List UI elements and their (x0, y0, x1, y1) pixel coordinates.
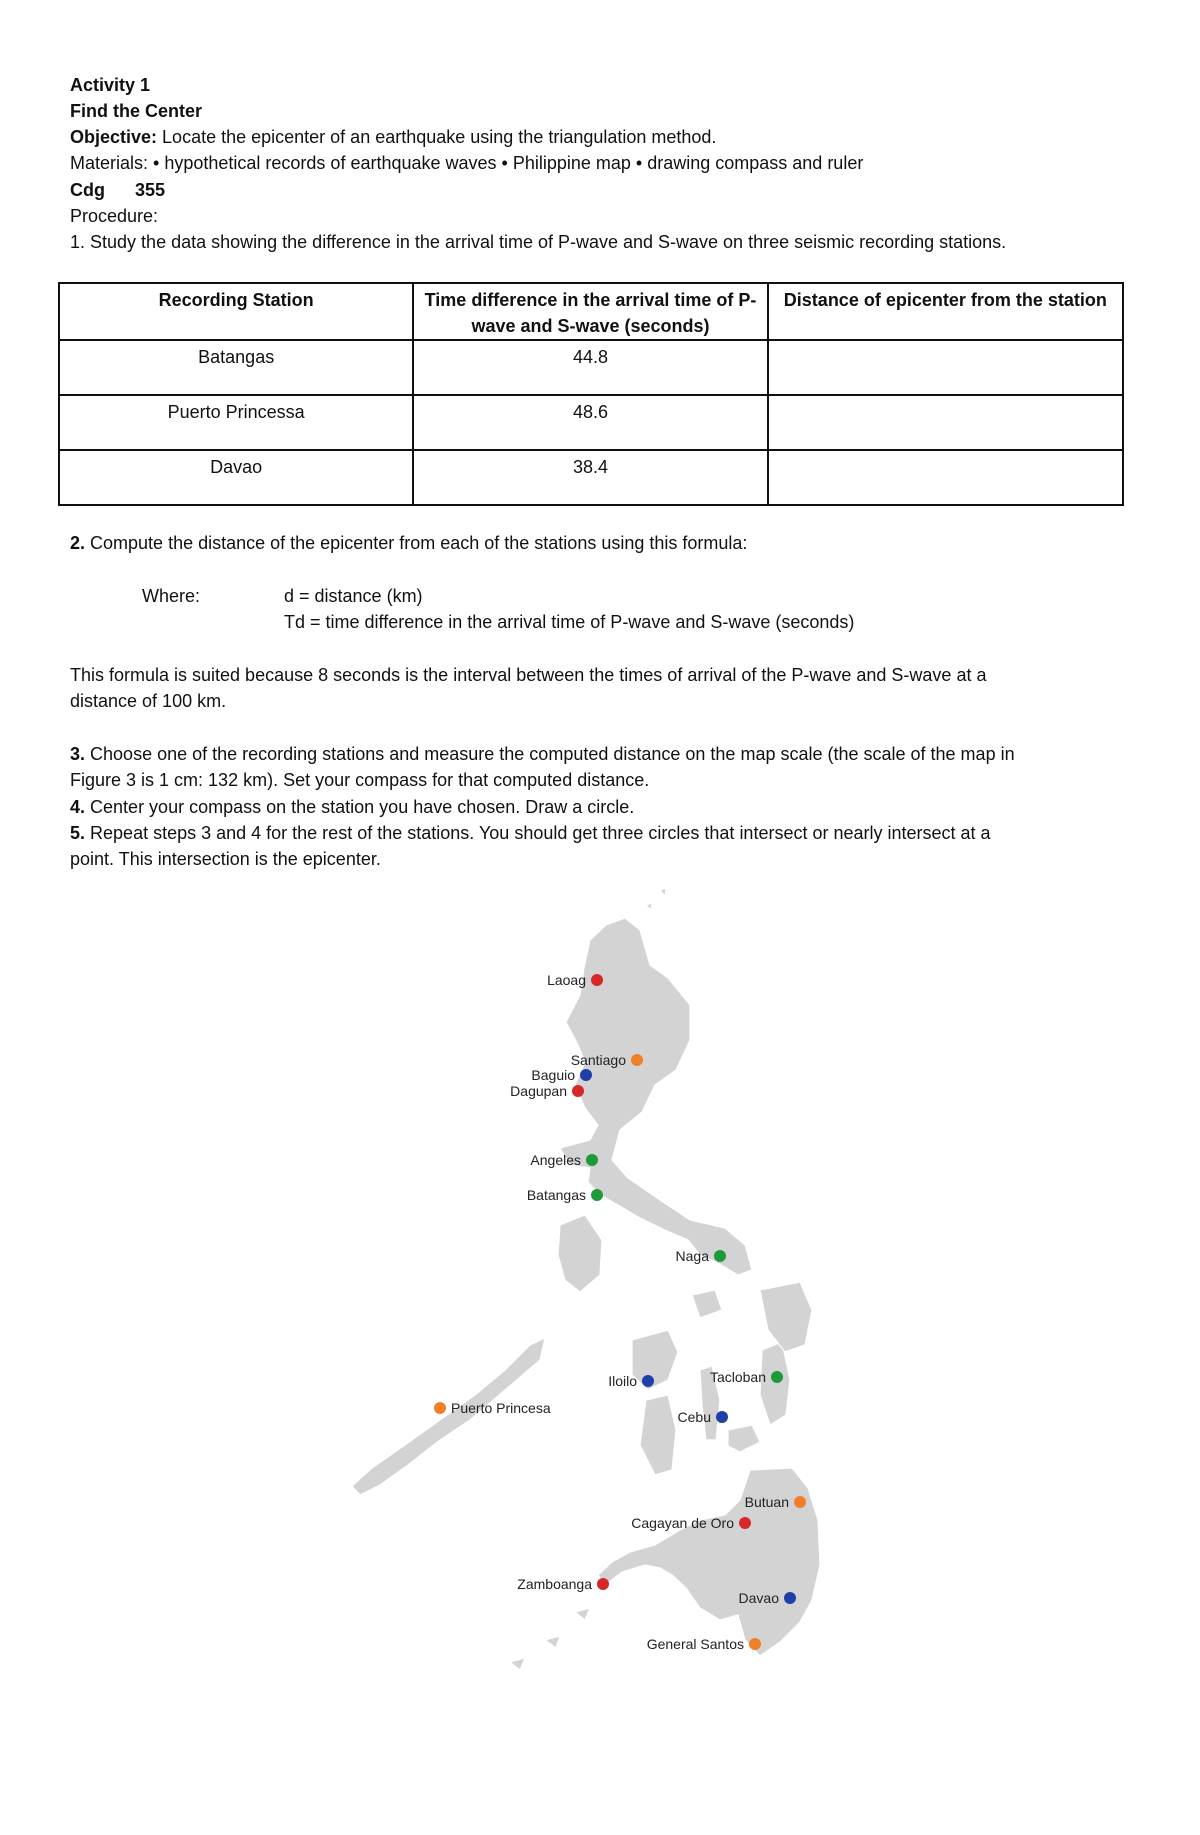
table-header: Time difference in the arrival time of P-wave and S-wave (seconds) (413, 283, 767, 340)
objective-text: Locate the epicenter of an earthquake using the triangulation method. (162, 127, 717, 147)
station-cell: Puerto Princessa (59, 395, 413, 450)
station-label: Puerto Princesa (451, 1400, 551, 1416)
station-label: Cagayan de Oro (631, 1515, 734, 1531)
station-label: Butuan (744, 1494, 789, 1510)
station-dot-puerto-princesa (434, 1402, 446, 1414)
station-dot-general-santos (749, 1638, 761, 1650)
station-label: Angeles (530, 1152, 581, 1168)
where-d: d = distance (km) (284, 586, 423, 606)
land-masses (352, 888, 820, 1670)
objective-line (70, 124, 716, 150)
materials-label: Materials: (70, 153, 149, 173)
station-label: Tacloban (709, 1369, 766, 1385)
station-dot-cagayan-de-oro (739, 1517, 751, 1529)
table-header: Recording Station (59, 283, 413, 340)
station-dot-butuan (794, 1496, 806, 1508)
step-3-cont: Figure 3 is 1 cm: 132 km). Set your compass for that computed distance. (70, 770, 650, 790)
table-header-row (59, 283, 1123, 340)
step-text: Choose one of the recording stations and measure the computed distance on the map scale (the scale of the map in (90, 744, 1015, 764)
negros-island (640, 1395, 676, 1475)
station-label: Cebu (677, 1409, 711, 1425)
time-cell: 48.6 (413, 395, 767, 450)
station-label: Zamboanga (517, 1576, 592, 1592)
step-number: 2. (70, 533, 86, 553)
recording-station-table (58, 282, 1124, 506)
station-dot-iloilo (642, 1375, 654, 1387)
station-label: Santiago (570, 1052, 626, 1068)
where-td: Td = time difference in the arrival time of P-wave and S-wave (seconds) (284, 612, 855, 632)
formula-note-line-1: This formula is suited because 8 seconds is the interval between the times of arrival of the P-wave and S-wave at a (70, 665, 987, 685)
station-dot-laoag (591, 974, 603, 986)
step-text: Repeat steps 3 and 4 for the rest of the stations. You should get three circles that intersect or nearly intersect at a (90, 823, 991, 843)
step-2 (70, 530, 747, 556)
station-dot-davao (784, 1592, 796, 1604)
panay-island (632, 1330, 678, 1390)
step-text: Center your compass on the station you have chosen. Draw a circle. (90, 797, 635, 817)
batanes-islands (646, 888, 666, 910)
distance-cell[interactable] (768, 340, 1123, 395)
step-text: Study the data showing the difference in the arrival time of P-wave and S-wave on three seismic recording stations. (90, 232, 1007, 252)
station-cell: Davao (59, 450, 413, 505)
time-cell: 44.8 (413, 340, 767, 395)
step-4 (70, 794, 634, 820)
step-number: 1. (70, 232, 86, 252)
step-1 (70, 229, 1006, 255)
step-number: 3. (70, 744, 86, 764)
station-label: General Santos (646, 1636, 744, 1652)
table-row (59, 450, 1123, 505)
samar-island (760, 1282, 812, 1352)
procedure-label: Procedure: (70, 206, 159, 226)
where-label: Where: (142, 586, 201, 606)
distance-cell[interactable] (768, 395, 1123, 450)
step-5-cont: point. This intersection is the epicenter. (70, 849, 381, 869)
station-label: Batangas (526, 1187, 586, 1203)
step-number: 4. (70, 797, 86, 817)
materials-line (70, 150, 863, 176)
table-row (59, 340, 1123, 395)
step-number: 5. (70, 823, 86, 843)
table-row (59, 395, 1123, 450)
station-label: Baguio (531, 1067, 575, 1083)
station-dot-cebu (716, 1411, 728, 1423)
station-label: Iloilo (608, 1373, 637, 1389)
station-label: Naga (675, 1248, 709, 1264)
activity-heading: Activity 1 (70, 75, 151, 95)
station-label: Dagupan (510, 1083, 567, 1099)
cdg-line: Cdg 355 (70, 180, 166, 200)
station-label: Davao (738, 1590, 779, 1606)
step-3 (70, 741, 1015, 767)
step-text: Compute the distance of the epicenter from each of the stations using this formula: (90, 533, 748, 553)
masbate-island (692, 1290, 722, 1318)
table-header: Distance of epicenter from the station (768, 283, 1123, 340)
station-dot-naga (714, 1250, 726, 1262)
station-dot-santiago (631, 1054, 643, 1066)
time-cell: 38.4 (413, 450, 767, 505)
station-dot-baguio (580, 1069, 592, 1081)
sulu-islands (510, 1608, 590, 1670)
formula-note-line-2: distance of 100 km. (70, 691, 227, 711)
station-dot-angeles (586, 1154, 598, 1166)
philippine-map (280, 875, 880, 1705)
distance-cell[interactable] (768, 450, 1123, 505)
bohol-island (728, 1425, 760, 1452)
step-5 (70, 820, 991, 846)
station-label: Laoag (547, 972, 586, 988)
station-dot-dagupan (572, 1085, 584, 1097)
activity-title: Find the Center (70, 101, 203, 121)
station-dot-batangas (591, 1189, 603, 1201)
materials-text: • hypothetical records of earthquake waves • Philippine map • drawing compass and ruler (153, 153, 864, 173)
station-dot-zamboanga (597, 1578, 609, 1590)
station-cell: Batangas (59, 340, 413, 395)
station-dot-tacloban (771, 1371, 783, 1383)
objective-label: Objective: (70, 127, 158, 147)
mindoro-island (558, 1215, 602, 1292)
palawan-island (352, 1338, 545, 1495)
